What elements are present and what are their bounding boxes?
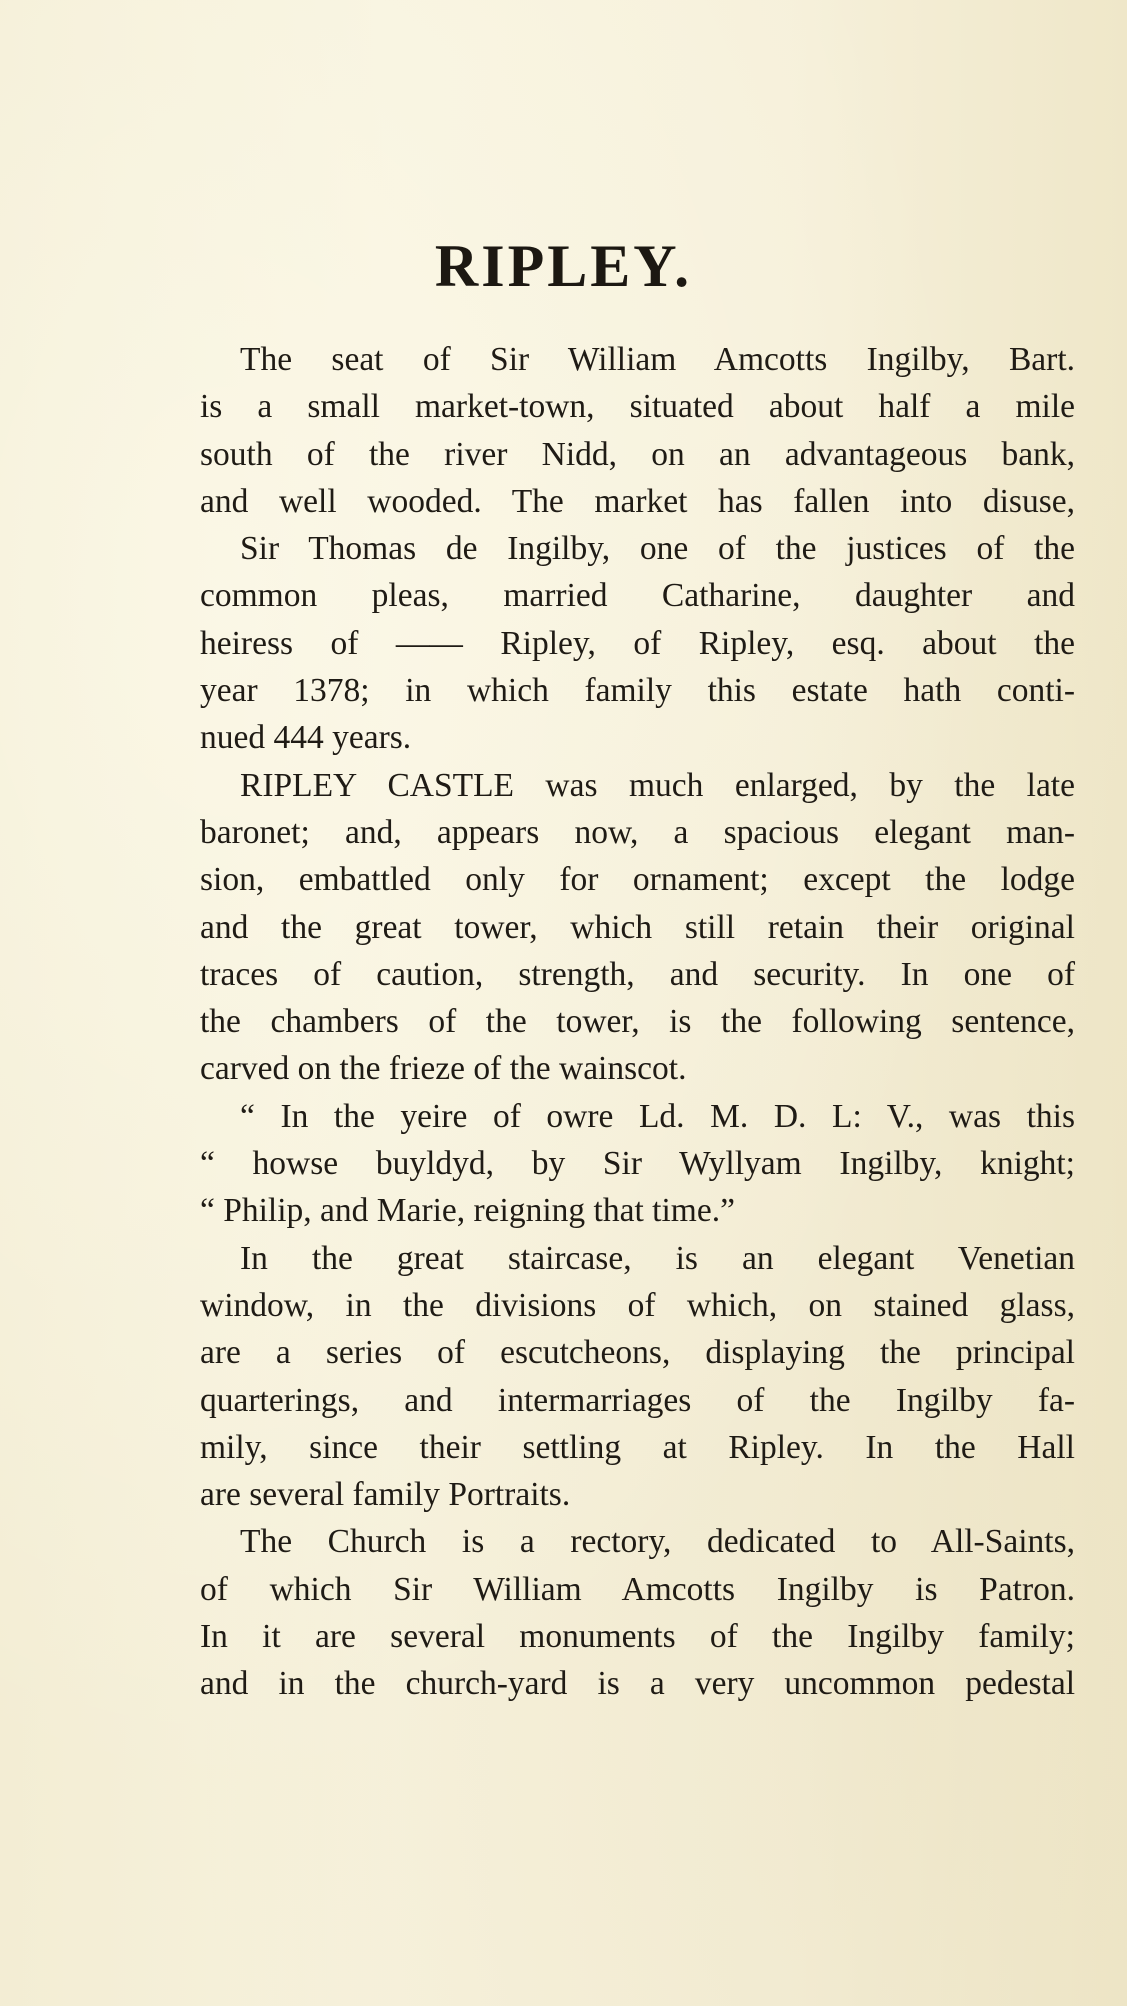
text-line: In the great staircase, is an elegant Venetian (240, 1239, 1075, 1277)
text-line: of which Sir William Amcotts Ingilby is Patron. (200, 1570, 1075, 1608)
body-text (200, 336, 1075, 1708)
text-line: In it are several monuments of the Ingilby family; (200, 1618, 1075, 1656)
text-line: and in the church-yard is a very uncommon pedestal (200, 1665, 1075, 1703)
text-line: heiress of —— Ripley, of Ripley, esq. about the (200, 624, 1075, 662)
text-line: the chambers of the tower, is the following sentence, (200, 1003, 1075, 1041)
text-line: Sir Thomas de Ingilby, one of the justices of the (240, 530, 1075, 568)
text-line: “ In the yeire of owre Ld. M. D. L: V., was this (240, 1097, 1075, 1135)
text-line: RIPLEY CASTLE was much enlarged, by the late (240, 766, 1075, 804)
text-line: window, in the divisions of which, on stained glass, (200, 1286, 1075, 1324)
text-line: nued 444 years. (200, 719, 412, 757)
text-line: carved on the frieze of the wainscot. (200, 1050, 687, 1088)
text-line: is a small market-town, situated about half a mile (200, 388, 1075, 426)
text-line: sion, embattled only for ornament; except the lodge (200, 861, 1075, 899)
text-line: common pleas, married Catharine, daughter and (200, 577, 1075, 615)
text-line: quarterings, and intermarriages of the Ingilby fa- (200, 1381, 1075, 1419)
text-line: year 1378; in which family this estate hath conti- (200, 672, 1075, 710)
text-line: south of the river Nidd, on an advantageous bank, (200, 435, 1075, 473)
text-line: baronet; and, appears now, a spacious elegant man- (200, 813, 1075, 851)
text-line: and the great tower, which still retain their original (200, 908, 1075, 946)
text-line: The Church is a rectory, dedicated to All-Saints, (240, 1523, 1075, 1561)
text-line: “ Philip, and Marie, reigning that time.” (200, 1192, 735, 1230)
text-line: traces of caution, strength, and security. In one of (200, 955, 1075, 993)
text-line: are a series of escutcheons, displaying the principal (200, 1334, 1075, 1372)
text-line: are several family Portraits. (200, 1476, 571, 1514)
text-line: mily, since their settling at Ripley. In the Hall (200, 1428, 1075, 1466)
text-line: “ howse buyldyd, by Sir Wyllyam Ingilby, knight; (200, 1145, 1075, 1183)
text-line: The seat of Sir William Amcotts Ingilby, Bart. (240, 341, 1075, 378)
text-line: and well wooded. The market has fallen into disuse, (200, 482, 1075, 520)
page-title: RIPLEY. (434, 233, 693, 299)
